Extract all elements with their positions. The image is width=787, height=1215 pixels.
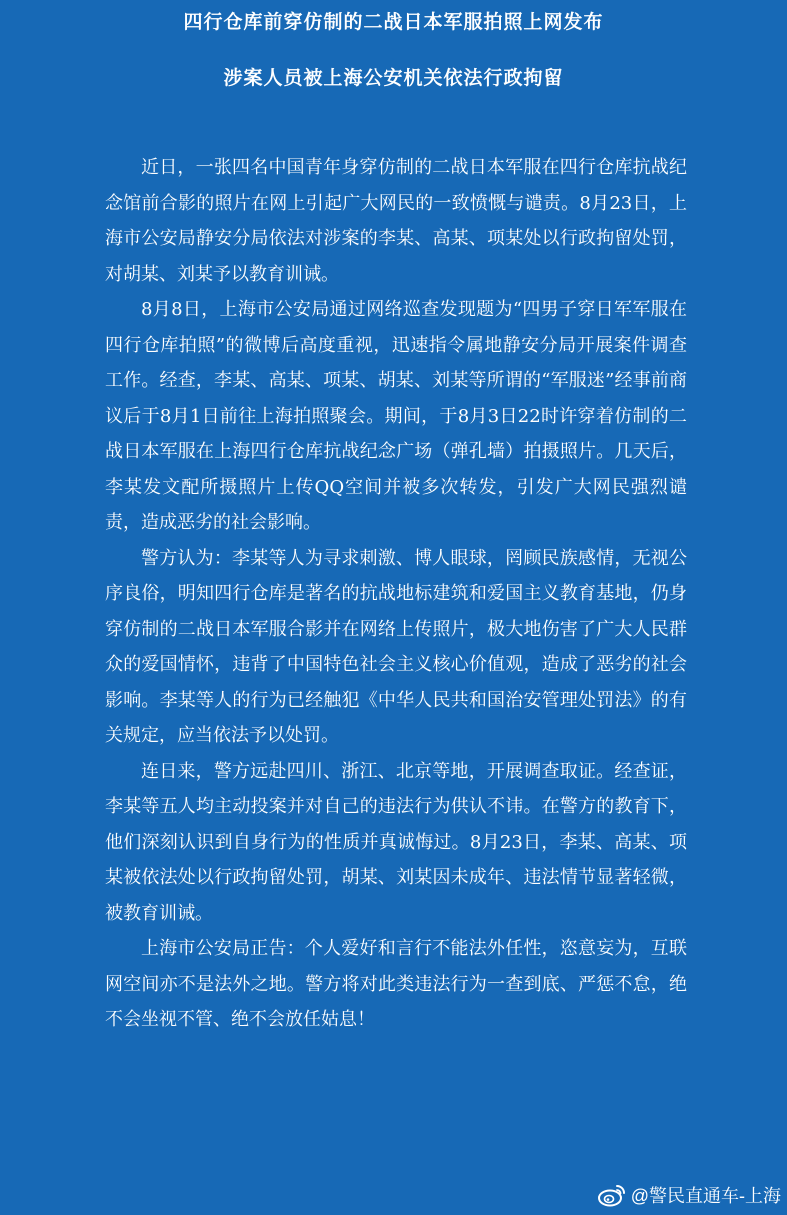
article-body xyxy=(105,150,687,1038)
paragraph-1: 近日，一张四名中国青年身穿仿制的二战日本军服在四行仓库抗战纪念馆前合影的照片在网上引起广大网民的一致愤慨与谴责。8月23日，上海市公安局静安分局依法对涉案的李某、高某、项某处以行政拘留处罚，对胡某、刘某予以教育训诫。 xyxy=(105,157,687,285)
article-title xyxy=(0,8,787,120)
paragraph-4: 连日来，警方远赴四川、浙江、北京等地，开展调查取证。经查证，李某等五人均主动投案并对自己的违法行为供认不讳。在警方的教育下，他们深刻认识到自身行为的性质并真诚悔过。8月23日，李某、高某、项某被依法处以行政拘留处罚，胡某、刘某因未成年、违法情节显著轻微，被教育训诫。 xyxy=(105,760,687,924)
paragraph-5: 上海市公安局正告：个人爱好和言行不能法外任性，恣意妄为，互联网空间亦不是法外之地。警方将对此类违法行为一查到底、严惩不怠，绝不会坐视不管、绝不会放任姑息！ xyxy=(105,938,687,1030)
title-line-1: 四行仓库前穿仿制的二战日本军服拍照上网发布 xyxy=(183,11,604,33)
weibo-icon xyxy=(597,1183,627,1207)
watermark-text: @警民直通车-上海 xyxy=(630,1186,781,1206)
paragraph-3: 警方认为：李某等人为寻求刺激、博人眼球，罔顾民族感情，无视公序良俗，明知四行仓库是著名的抗战地标建筑和爱国主义教育基地，仍身穿仿制的二战日本军服合影并在网络上传照片，极大地伤害了广大人民群众的爱国情怀，违背了中国特色社会主义核心价值观，造成了恶劣的社会影响。李某等人的行为已经触犯《中华人民共和国治安管理处罚法》的有关规定，应当依法予以处罚。 xyxy=(105,547,687,746)
weibo-watermark xyxy=(597,1181,781,1209)
paragraph-2: 8月8日，上海市公安局通过网络巡查发现题为“四男子穿日军军服在四行仓库拍照”的微博后高度重视，迅速指令属地静安分局开展案件调查工作。经查，李某、高某、项某、胡某、刘某等所谓的“军服迷”经事前商议后于8月1日前往上海拍照聚会。期间，于8月3日22时许穿着仿制的二战日本军服在上海四行仓库抗战纪念广场（弹孔墙）拍摄照片。几天后，李某发文配所摄照片上传QQ空间并被多次转发，引发广大网民强烈谴责，造成恶劣的社会影响。 xyxy=(105,299,687,533)
title-line-2: 涉案人员被上海公安机关依法行政拘留 xyxy=(223,67,564,89)
